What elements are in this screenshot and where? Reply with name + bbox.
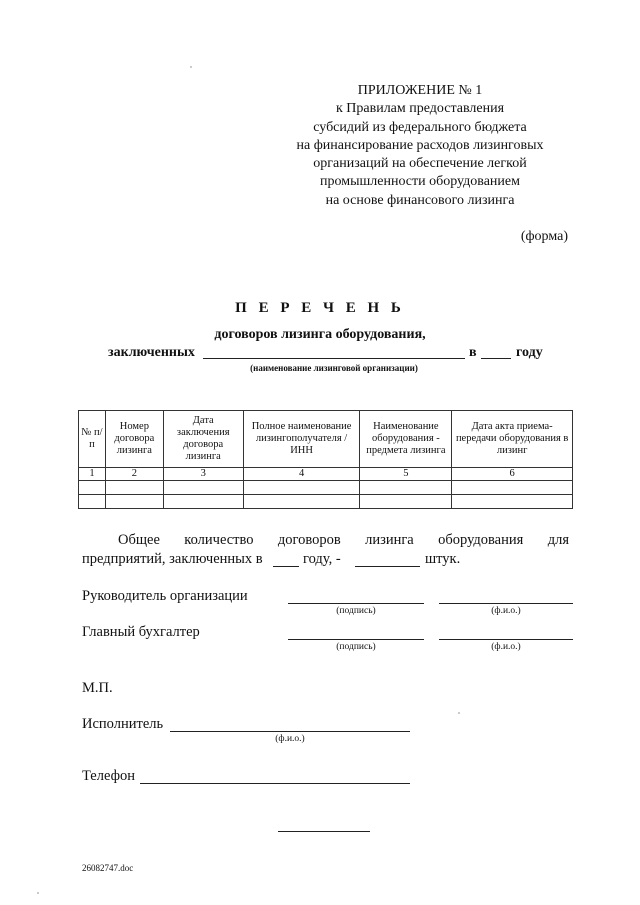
scan-speck [190, 66, 192, 68]
signature-caption: (подпись) [336, 642, 376, 652]
table-cell[interactable] [452, 481, 573, 495]
column-number-row [79, 468, 573, 481]
year-word: году [516, 345, 543, 360]
year-field[interactable] [481, 358, 511, 359]
summary-year-field[interactable] [273, 566, 299, 567]
name-caption: (ф.и.о.) [491, 606, 521, 616]
table-cell[interactable] [79, 495, 106, 509]
table-row[interactable] [79, 495, 573, 509]
appendix-line: на финансирование расходов лизинговых [296, 137, 544, 153]
table-cell[interactable] [243, 495, 360, 509]
leasing-contracts-table [78, 410, 573, 509]
leasing-org-caption: (наименование лизинговой организации) [250, 363, 418, 373]
appendix-block [290, 82, 550, 210]
table-row[interactable] [79, 481, 573, 495]
table-cell[interactable] [243, 481, 360, 495]
accountant-name-field[interactable] [439, 639, 573, 640]
leasing-org-field[interactable] [203, 358, 465, 359]
phone-field[interactable] [140, 783, 410, 784]
executor-caption: (ф.и.о.) [275, 734, 305, 744]
accountant-signature-field[interactable] [288, 639, 424, 640]
executor-name-field[interactable] [170, 731, 410, 732]
summary-line-1: Общее количество договоров лизинга оборудования для [118, 532, 569, 548]
table-cell[interactable] [360, 481, 452, 495]
appendix-line: к Правилам предоставления [335, 101, 505, 117]
document-subtitle: договоров лизинга оборудования, [214, 327, 426, 342]
column-header: № п/п [79, 411, 106, 468]
head-name-field[interactable] [439, 603, 573, 604]
column-header: Номер договора лизинга [105, 411, 163, 468]
table-header-row [79, 411, 573, 468]
closing-divider [278, 831, 370, 832]
signature-caption: (подпись) [336, 606, 376, 616]
scan-speck [458, 712, 460, 714]
file-name: 26082747.doc [82, 863, 134, 873]
summary-line-2-mid: году, - [303, 551, 341, 567]
summary-line-2-start: предприятий, заключенных в [82, 551, 263, 567]
column-header: Дата заключения договора лизинга [163, 411, 243, 468]
concluded-word: заключенных [108, 345, 195, 360]
column-number: 5 [360, 468, 452, 481]
column-number: 2 [105, 468, 163, 481]
table-cell[interactable] [163, 481, 243, 495]
document-title: П Е Р Е Ч Е Н Ь [235, 300, 405, 316]
column-header: Дата акта приема-передачи оборудования в лизинг [452, 411, 573, 468]
table-cell[interactable] [105, 481, 163, 495]
table-cell[interactable] [163, 495, 243, 509]
column-number: 4 [243, 468, 360, 481]
appendix-line: на основе финансового лизинга [325, 192, 515, 208]
table-cell[interactable] [360, 495, 452, 509]
stamp-place: М.П. [82, 680, 113, 696]
scan-speck [37, 892, 39, 894]
table-cell[interactable] [452, 495, 573, 509]
head-signature-field[interactable] [288, 603, 424, 604]
appendix-line: организаций на обеспечение легкой [313, 156, 527, 172]
name-caption: (ф.и.о.) [491, 642, 521, 652]
accountant-label: Главный бухгалтер [82, 624, 200, 640]
table-cell[interactable] [79, 481, 106, 495]
column-number: 1 [79, 468, 106, 481]
executor-label: Исполнитель [82, 716, 164, 732]
column-number: 6 [452, 468, 573, 481]
phone-label: Телефон [82, 768, 135, 784]
form-label: (форма) [520, 229, 568, 244]
appendix-line: субсидий из федерального бюджета [313, 119, 527, 135]
column-header: Полное наименование лизингополучателя / ИНН [243, 411, 360, 468]
in-word: в [469, 345, 477, 360]
summary-line-2-end: штук. [425, 551, 461, 567]
column-header: Наименование оборудования - предмета лизинга [360, 411, 452, 468]
summary-count-field[interactable] [355, 566, 420, 567]
column-number: 3 [163, 468, 243, 481]
head-label: Руководитель организации [82, 588, 248, 604]
appendix-line: промышленности оборудованием [319, 174, 520, 190]
appendix-heading: ПРИЛОЖЕНИЕ № 1 [357, 83, 483, 98]
table-cell[interactable] [105, 495, 163, 509]
